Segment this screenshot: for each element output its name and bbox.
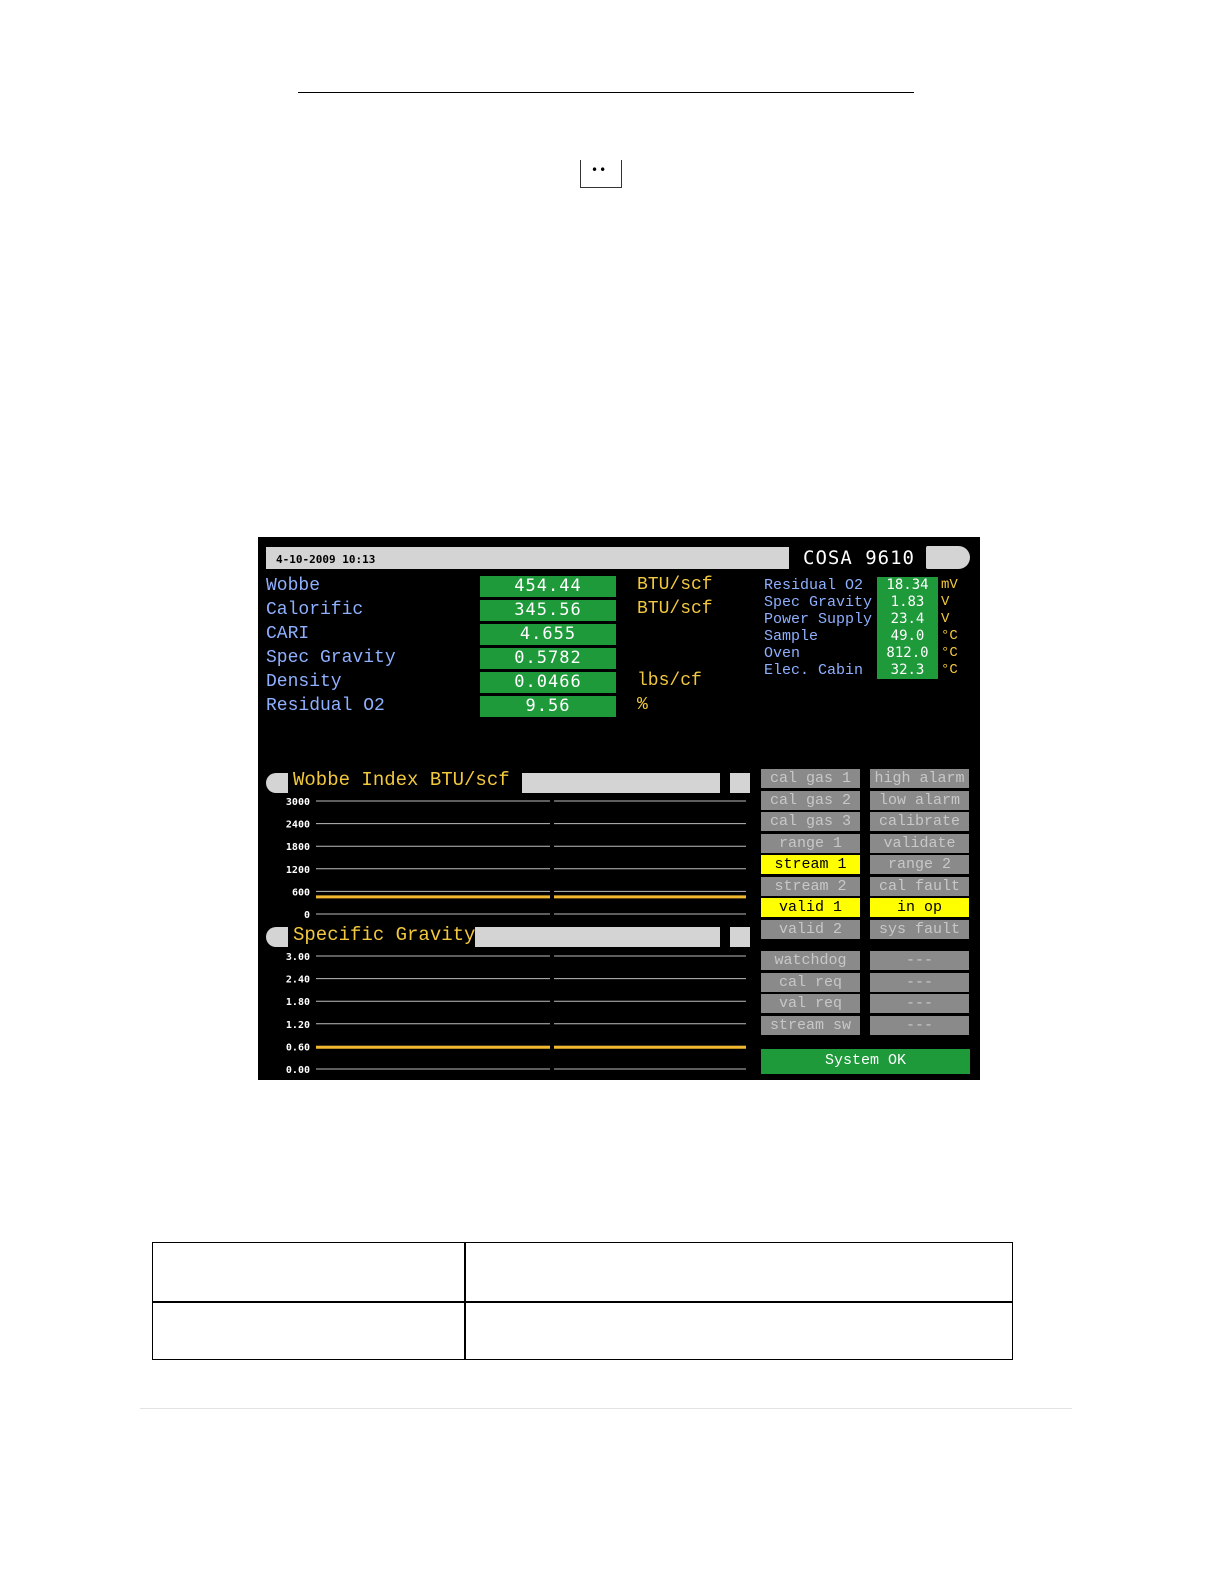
- reading-label: Residual O2: [266, 696, 385, 716]
- marker-glyph: ••: [591, 163, 608, 177]
- status-button-cal-gas-1[interactable]: cal gas 1: [761, 769, 860, 788]
- status-button-cal-fault[interactable]: cal fault: [870, 877, 969, 896]
- status-button-low-alarm[interactable]: low alarm: [870, 791, 969, 810]
- empty-table: [152, 1242, 1013, 1360]
- chart-collapse-icon[interactable]: [266, 927, 288, 947]
- reading-value: 345.56: [480, 600, 616, 621]
- bottom-rule: [140, 1408, 1072, 1409]
- y-tick-label: 600: [291, 887, 310, 899]
- reading-value: 454.44: [480, 576, 616, 597]
- y-tick-label: 1.20: [285, 1019, 310, 1031]
- system-status-bar: System OK: [761, 1049, 970, 1074]
- chart-title: Wobbe Index BTU/scf: [293, 769, 510, 791]
- status-button-high-alarm[interactable]: high alarm: [870, 769, 969, 788]
- y-tick-label: 0.00: [285, 1065, 310, 1076]
- y-tick-label: 1200: [285, 864, 310, 876]
- chart-title: Specific Gravity: [293, 924, 476, 946]
- aux-button-cal-req[interactable]: cal req: [761, 973, 860, 992]
- wobbe-index-chart: [258, 795, 758, 925]
- status-button-stream-2[interactable]: stream 2: [761, 877, 860, 896]
- status-button-range-1[interactable]: range 1: [761, 834, 860, 853]
- status-button-stream-1[interactable]: stream 1: [761, 855, 860, 874]
- y-tick-label: 3.00: [285, 952, 310, 963]
- status-reading-unit: V: [941, 594, 950, 610]
- aux-button-val-req[interactable]: val req: [761, 994, 860, 1013]
- status-reading-value: 1.83: [877, 594, 938, 611]
- status-button-calibrate[interactable]: calibrate: [870, 812, 969, 831]
- analyzer-screen: [258, 537, 980, 1080]
- datetime: 4-10-2009 10:13: [276, 553, 376, 566]
- status-reading-unit: V: [941, 611, 950, 627]
- y-tick-label: 1.80: [285, 997, 310, 1009]
- reading-unit: %: [637, 695, 648, 715]
- reading-value: 9.56: [480, 696, 616, 717]
- aux-button-watchdog[interactable]: watchdog: [761, 951, 860, 970]
- reading-unit: lbs/cf: [637, 671, 702, 691]
- reading-value: 0.5782: [480, 648, 616, 669]
- status-reading-label: Sample: [764, 628, 819, 645]
- table-column-divider: [464, 1243, 466, 1359]
- reading-label: Calorific: [266, 600, 364, 620]
- chart-collapse-icon[interactable]: [266, 773, 288, 793]
- status-button-valid-1[interactable]: valid 1: [761, 898, 860, 917]
- status-button-valid-2[interactable]: valid 2: [761, 920, 860, 939]
- status-button-validate[interactable]: validate: [870, 834, 969, 853]
- aux-button-stream-sw[interactable]: stream sw: [761, 1016, 860, 1035]
- y-tick-label: 0: [303, 910, 310, 921]
- chart-options-button[interactable]: [730, 927, 750, 947]
- top-rule: [298, 92, 914, 93]
- status-reading-label: Elec. Cabin: [764, 662, 864, 679]
- reading-label: CARI: [266, 624, 310, 644]
- status-button-cal-gas-3[interactable]: cal gas 3: [761, 812, 860, 831]
- reading-label: Density: [266, 672, 342, 692]
- reading-label: Spec Gravity: [266, 648, 396, 668]
- aux-button-blank[interactable]: ---: [870, 1016, 969, 1035]
- y-tick-label: 0.60: [285, 1042, 310, 1054]
- status-button-in-op[interactable]: in op: [870, 898, 969, 917]
- chart-options-button[interactable]: [730, 773, 750, 793]
- aux-button-blank[interactable]: ---: [870, 973, 969, 992]
- model-name: COSA 9610: [803, 547, 915, 569]
- chart-scale-bar: [475, 927, 720, 947]
- reading-unit: BTU/scf: [637, 575, 713, 595]
- status-button-range-2[interactable]: range 2: [870, 855, 969, 874]
- status-reading-label: Power Supply: [764, 611, 873, 628]
- status-reading-value: 18.34: [877, 577, 938, 594]
- reading-value: 4.655: [480, 624, 616, 645]
- status-reading-value: 49.0: [877, 628, 938, 645]
- aux-button-blank[interactable]: ---: [870, 951, 969, 970]
- figure-marker-box: [580, 160, 622, 188]
- y-tick-label: 3000: [285, 797, 310, 808]
- reading-unit: BTU/scf: [637, 599, 713, 619]
- status-button-sys-fault[interactable]: sys fault: [870, 920, 969, 939]
- status-reading-unit: mV: [941, 577, 958, 593]
- status-button-cal-gas-2[interactable]: cal gas 2: [761, 791, 860, 810]
- status-reading-value: 23.4: [877, 611, 938, 628]
- status-reading-value: 812.0: [877, 645, 938, 662]
- table-row-divider: [153, 1301, 1012, 1303]
- menu-tab[interactable]: [926, 546, 970, 569]
- chart-scale-bar: [522, 773, 720, 793]
- status-reading-label: Spec Gravity: [764, 594, 873, 611]
- y-tick-label: 2400: [285, 819, 310, 831]
- status-reading-label: Oven: [764, 645, 801, 662]
- status-reading-value: 32.3: [877, 662, 938, 679]
- y-tick-label: 1800: [285, 842, 310, 854]
- specific-gravity-chart: [258, 950, 758, 1080]
- reading-label: Wobbe: [266, 576, 321, 596]
- status-reading-unit: °C: [941, 645, 958, 661]
- status-reading-label: Residual O2: [764, 577, 864, 594]
- y-tick-label: 2.40: [285, 974, 310, 986]
- aux-button-blank[interactable]: ---: [870, 994, 969, 1013]
- status-reading-unit: °C: [941, 628, 958, 644]
- status-reading-unit: °C: [941, 662, 958, 678]
- reading-value: 0.0466: [480, 672, 616, 693]
